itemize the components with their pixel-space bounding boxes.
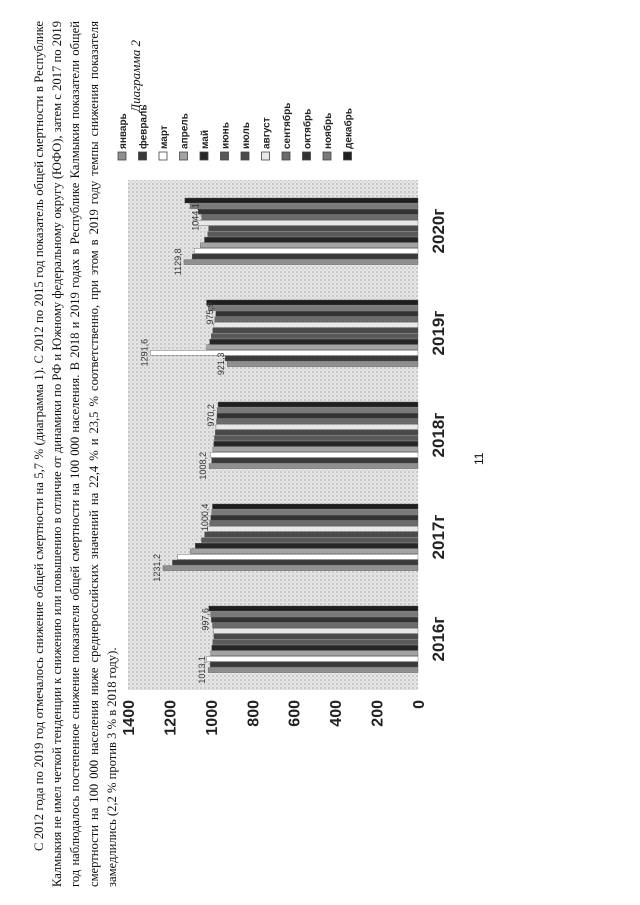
bar bbox=[214, 441, 418, 446]
bar bbox=[195, 543, 418, 548]
legend-label: июль bbox=[241, 122, 252, 149]
bar bbox=[163, 566, 418, 571]
paragraph: С 2012 года по 2019 год отмечалось снижение общей смертности на 5,7 % (диаграмма 1). С 2012 по 2015 год показатель общей смертности в Республике Калмыкия не имел четкой тенденции к снижению или повышению в отличие от динамики по РФ и Южному федеральному округу (ЮФО), затем с 2017 по 2019 год наблюдалось постепенное снижение показателя общей смертности на 100 000 населения. В 2018 и 2019 годах в Республике Калмыкия показатели общей смертности на 100 000 населения ниже среднероссийских значений на 22,4 % и 23,5 % соответственно, при этом в 2019 году темпы снижения показателя замедлились (2,2 % против 3 % в 2018 году). bbox=[32, 21, 119, 887]
legend-swatch bbox=[159, 152, 167, 160]
bar bbox=[201, 538, 418, 543]
bar bbox=[214, 322, 418, 327]
bar bbox=[208, 526, 418, 531]
x-tick-label: 2020г bbox=[429, 208, 448, 254]
bar bbox=[211, 617, 418, 622]
legend-label: май bbox=[200, 130, 211, 149]
legend-label: февраль bbox=[138, 104, 150, 149]
y-tick-label: 600 bbox=[286, 700, 304, 727]
bar bbox=[209, 464, 418, 469]
y-tick-label: 400 bbox=[328, 700, 346, 727]
bar bbox=[211, 334, 418, 339]
data-label: 1008,2 bbox=[198, 452, 209, 480]
y-tick-label: 1400 bbox=[121, 700, 138, 736]
legend-swatch bbox=[303, 152, 311, 160]
legend-label: июнь bbox=[220, 122, 232, 149]
bar bbox=[216, 311, 418, 316]
legend-swatch bbox=[241, 152, 249, 160]
legend-swatch bbox=[282, 152, 290, 160]
bar bbox=[198, 209, 418, 214]
bar bbox=[211, 612, 418, 617]
data-label: 970,2 bbox=[206, 404, 217, 427]
bar bbox=[227, 362, 418, 367]
data-label: 1000,4 bbox=[199, 503, 210, 532]
bar bbox=[218, 402, 418, 407]
bar bbox=[209, 226, 418, 231]
bar bbox=[211, 651, 418, 656]
bar bbox=[202, 215, 418, 220]
x-tick-label: 2017г bbox=[429, 514, 448, 560]
bar bbox=[213, 628, 418, 633]
bar bbox=[194, 248, 418, 253]
y-tick-label: 200 bbox=[369, 700, 387, 727]
bar bbox=[214, 436, 418, 441]
legend-label: декабрь bbox=[343, 108, 355, 149]
legend-swatch bbox=[262, 152, 270, 160]
bar bbox=[150, 350, 418, 355]
page-number: 11 bbox=[472, 452, 486, 465]
bar bbox=[209, 606, 418, 611]
data-label: 975,9 bbox=[204, 302, 215, 325]
bar bbox=[212, 510, 418, 515]
y-tick-label: 800 bbox=[245, 700, 263, 727]
y-tick-label: 0 bbox=[411, 700, 428, 709]
bar bbox=[210, 452, 418, 457]
bar bbox=[208, 232, 418, 237]
legend-swatch bbox=[323, 152, 331, 160]
bar bbox=[213, 328, 418, 333]
legend-swatch bbox=[180, 152, 188, 160]
legend-swatch bbox=[200, 152, 208, 160]
legend-swatch bbox=[344, 152, 352, 160]
bar bbox=[205, 532, 418, 537]
legend-label: апрель bbox=[179, 113, 191, 149]
bar bbox=[190, 204, 418, 209]
bar bbox=[212, 458, 418, 463]
bar bbox=[204, 237, 418, 242]
bar bbox=[192, 254, 418, 259]
bar bbox=[207, 300, 418, 305]
bar bbox=[184, 260, 418, 265]
data-label: 1013,1 bbox=[197, 656, 208, 684]
bar bbox=[207, 345, 418, 350]
bar bbox=[210, 662, 418, 667]
bar bbox=[208, 668, 418, 673]
legend-swatch bbox=[118, 152, 126, 160]
data-label: 1291,6 bbox=[139, 338, 150, 367]
x-tick-label: 2016г bbox=[429, 616, 448, 662]
bar bbox=[211, 515, 418, 520]
bar bbox=[210, 339, 418, 344]
legend-label: сентябрь bbox=[282, 102, 293, 149]
x-tick-label: 2019г bbox=[429, 310, 448, 356]
bar bbox=[217, 413, 418, 418]
bar bbox=[207, 656, 418, 661]
bar bbox=[212, 504, 418, 509]
bar bbox=[215, 317, 418, 322]
legend-label: январь bbox=[118, 113, 129, 149]
data-label: 1231,2 bbox=[151, 554, 162, 582]
legend-swatch bbox=[139, 152, 147, 160]
bar bbox=[217, 408, 418, 413]
data-label: 1129,8 bbox=[172, 248, 183, 276]
bar bbox=[178, 554, 418, 559]
bar bbox=[213, 640, 418, 645]
data-label: 997,6 bbox=[200, 608, 211, 631]
data-label: 921,3 bbox=[216, 352, 227, 376]
bar bbox=[216, 424, 418, 429]
legend-label: август bbox=[261, 117, 273, 149]
bar bbox=[225, 356, 418, 361]
bar bbox=[193, 220, 418, 225]
y-tick-label: 1000 bbox=[203, 700, 221, 736]
bar bbox=[212, 645, 418, 650]
bar bbox=[185, 198, 418, 203]
bar bbox=[172, 560, 418, 565]
bar bbox=[216, 419, 418, 424]
diagram-caption: Диаграмма 2 bbox=[128, 40, 143, 113]
bar bbox=[208, 306, 418, 311]
bar bbox=[200, 243, 418, 248]
bar bbox=[215, 430, 418, 435]
legend-label: ноябрь bbox=[323, 112, 334, 149]
bar bbox=[190, 549, 418, 554]
bar bbox=[214, 634, 418, 639]
legend-swatch bbox=[221, 152, 229, 160]
x-tick-label: 2018г bbox=[429, 412, 448, 458]
y-tick-label: 1200 bbox=[162, 700, 180, 736]
data-label: 1044,1 bbox=[190, 203, 201, 231]
legend-label: октябрь bbox=[302, 108, 314, 149]
legend-label: март bbox=[159, 125, 170, 149]
bar bbox=[213, 447, 418, 452]
bar bbox=[210, 521, 418, 526]
bar bbox=[212, 623, 418, 628]
